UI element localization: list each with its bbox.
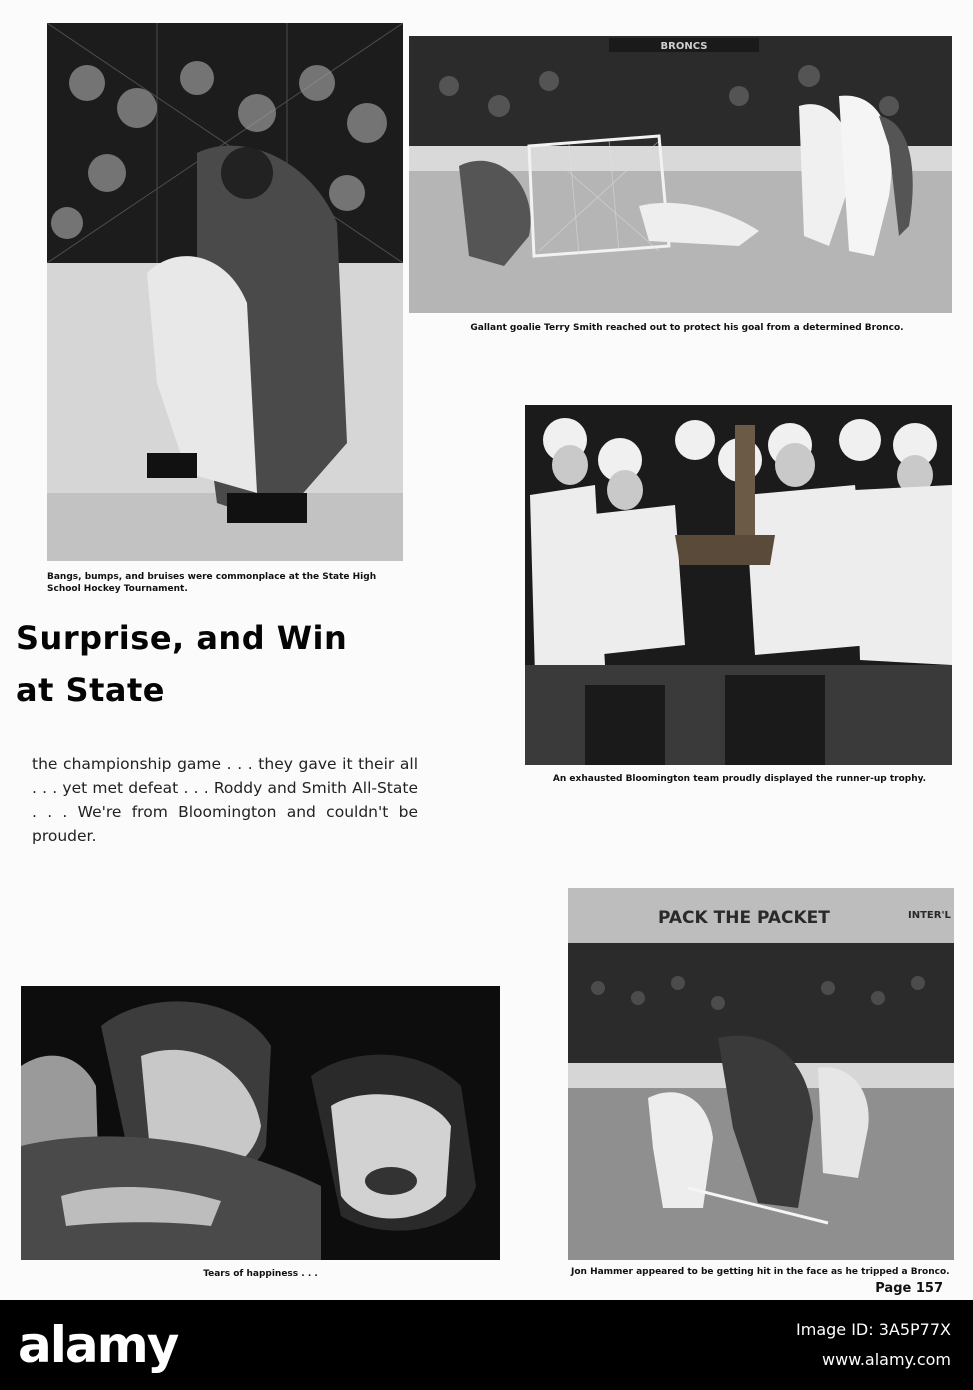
page-headline — [16, 612, 396, 716]
caption-hammer: Jon Hammer appeared to be getting hit in the face as he tripped a Bronco. — [571, 1267, 950, 1277]
photo-goalie — [409, 36, 952, 313]
image-id: Image ID: 3A5P77X — [796, 1320, 951, 1339]
alamy-logo: alamy — [18, 1316, 178, 1374]
caption-bangs: Bangs, bumps, and bruises were commonplace at the State High School Hockey Tournament. — [47, 572, 377, 594]
photo-game-action — [568, 888, 954, 1260]
page-number: Page 157 — [875, 1281, 943, 1296]
headline-line-1: Surprise, and Win — [16, 619, 348, 657]
caption-goalie: Gallant goalie Terry Smith reached out to protect his goal from a determined Bronco. — [470, 323, 904, 333]
stock-footer-bar — [0, 1300, 973, 1390]
headline-line-2: at State — [16, 671, 165, 709]
inter-banner: INTER'L — [908, 910, 951, 921]
photo-board-check — [47, 23, 403, 561]
broncs-banner: BRONCS — [660, 41, 708, 52]
caption-team: An exhausted Bloomington team proudly displayed the runner-up trophy. — [552, 774, 927, 784]
photo-tears-of-happiness — [21, 986, 500, 1260]
photo-team-trophy — [525, 405, 952, 765]
caption-tears: Tears of happiness . . . — [203, 1269, 318, 1279]
site-url: www.alamy.com — [822, 1350, 951, 1369]
body-text: the championship game . . . they gave it their all . . . yet met defeat . . . Roddy and Smith All-State . . . We're from Bloomington and couldn't be prouder. — [32, 755, 418, 845]
pack-the-packet-banner: PACK THE PACKET — [658, 908, 830, 928]
